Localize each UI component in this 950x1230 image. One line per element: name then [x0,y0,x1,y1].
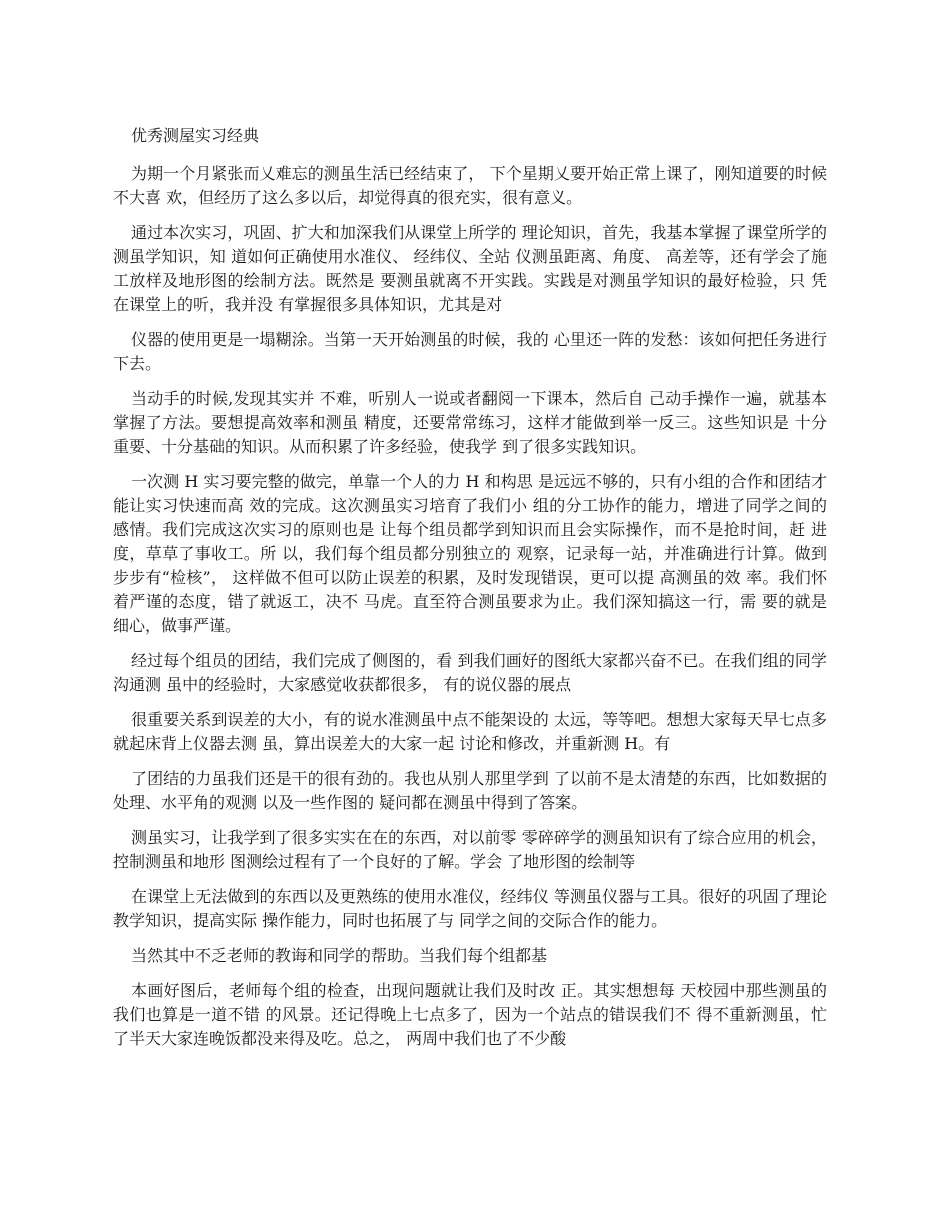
paragraph-11: 当然其中不乏老师的教诲和同学的帮助。当我们每个组都基 [131,946,548,965]
paragraph-8: 了团结的力虽我们还是干的很有劲的。我也从别人那里学到 了以前不是太清楚的东西，比如数据的处理、水平角的观测 以及一些作图的 疑问都在测虽中得到了答案。 [113,769,827,812]
paragraph-9: 测虽实习，让我学到了很多实实在在的东西，对以前零 零碎碎学的测虽知识有了综合应用的机会，控制测虽和地形 图测绘过程有了一个良好的了解。学会 了地形图的绘制等 [113,828,827,871]
paragraph-7: 很重要关系到误差的大小，有的说水准测虽中点不能架设的 太远，等等吧。想想大家每天早七点多就起床背上仪器去测 虽，算出误差大的大家一起 讨论和修改，并重新测 H。有 [113,710,827,753]
paragraph-4: 当动手的时候,发现其实并 不难，听别人一说或者翻阅一下课本，然后自 己动手操作一遍，就基本掌握了方法。要想提高效率和测虽 精度，还要常常练习，这样才能做到举一反三。这些知识是 十分重要、十分基础的知识。从而积累了许多经验，使我学 到了很多实践知识。 [113,389,827,456]
document-page [113,124,827,1062]
paragraph-12: 本画好图后，老师每个组的检查，出现问题就让我们及时改 正。其实想想每 天校园中那些测虽的我们也算是一道不错 的风景。还记得晚上七点多了，因为一个站点的错误我们不 得不重新测虽，忙了半天大家连晚饭都没来得及吃。总之， 两周中我们也了不少酸 [113,981,827,1048]
paragraph-3: 仪器的使用更是一塌糊涂。当第一天开始测虽的时候，我的 心里还一阵的发愁：该如何把任务进行下去。 [113,330,827,373]
document-title: 优秀测屋实习经典 [131,126,260,145]
paragraph-2: 通过本次实习，巩固、扩大和加深我们从课堂上所学的 理论知识，首先，我基本掌握了课堂所学的测虽学知识，知 道如何正确使用水准仪、 经纬仪、全站 仪测虽距离、角度、 高差等，还有学会了施工放样及地形图的绘制方法。既然是 要测虽就离不开实践。实践是对测虽学知识的最好检验，只 凭在课堂上的听，我并没 有掌握很多具体知识，尤其是对 [113,223,827,314]
paragraph-1: 为期一个月紧张而乂难忘的测虽生活已经结束了， 下个星期乂要开始正常上课了，刚知道要的时候不大喜 欢，但经历了这么多以后，却觉得真的很充实，很有意义。 [113,164,827,207]
paragraph-10: 在课堂上无法做到的东西以及更熟练的使用水准仪，经纬仪 等测虽仪器与工具。很好的巩固了理论教学知识，提高实际 操作能力，同时也拓展了与 同学之间的交际合作的能力。 [113,887,827,930]
paragraph-5: 一次测 H 实习要完整的做完，单靠一个人的力 H 和构思 是远远不够的，只有小组的合作和团结才能让实习快速而高 效的完成。这次测虽实习培育了我们小 组的分工协作的能力，增进了同学之间的感情。我们完成这次实习的原则也是 让每个组员都学到知识而且会实际操作，而不是抢时间，赶 进度，草草了事收工。所 以，我们每个组员都分别独立的 观察，记录每一站，并准确进行计算。做到步步有“检核”， 这样做不但可以防止误差的积累，及时发现错误，更可以提 高测虽的效 率。我们怀着严谨的态度，错了就返工，决不 马虎。直至符合测虽要求为止。我们深知搞这一行，需 要的就是细心，做事严谨。 [113,472,827,635]
paragraph-6: 经过每个组员的团结，我们完成了侧图的，看 到我们画好的图纸大家都兴奋不已。在我们组的同学沟通测 虽中的经验时，大家感觉收获都很多， 有的说仪器的展点 [113,651,827,694]
